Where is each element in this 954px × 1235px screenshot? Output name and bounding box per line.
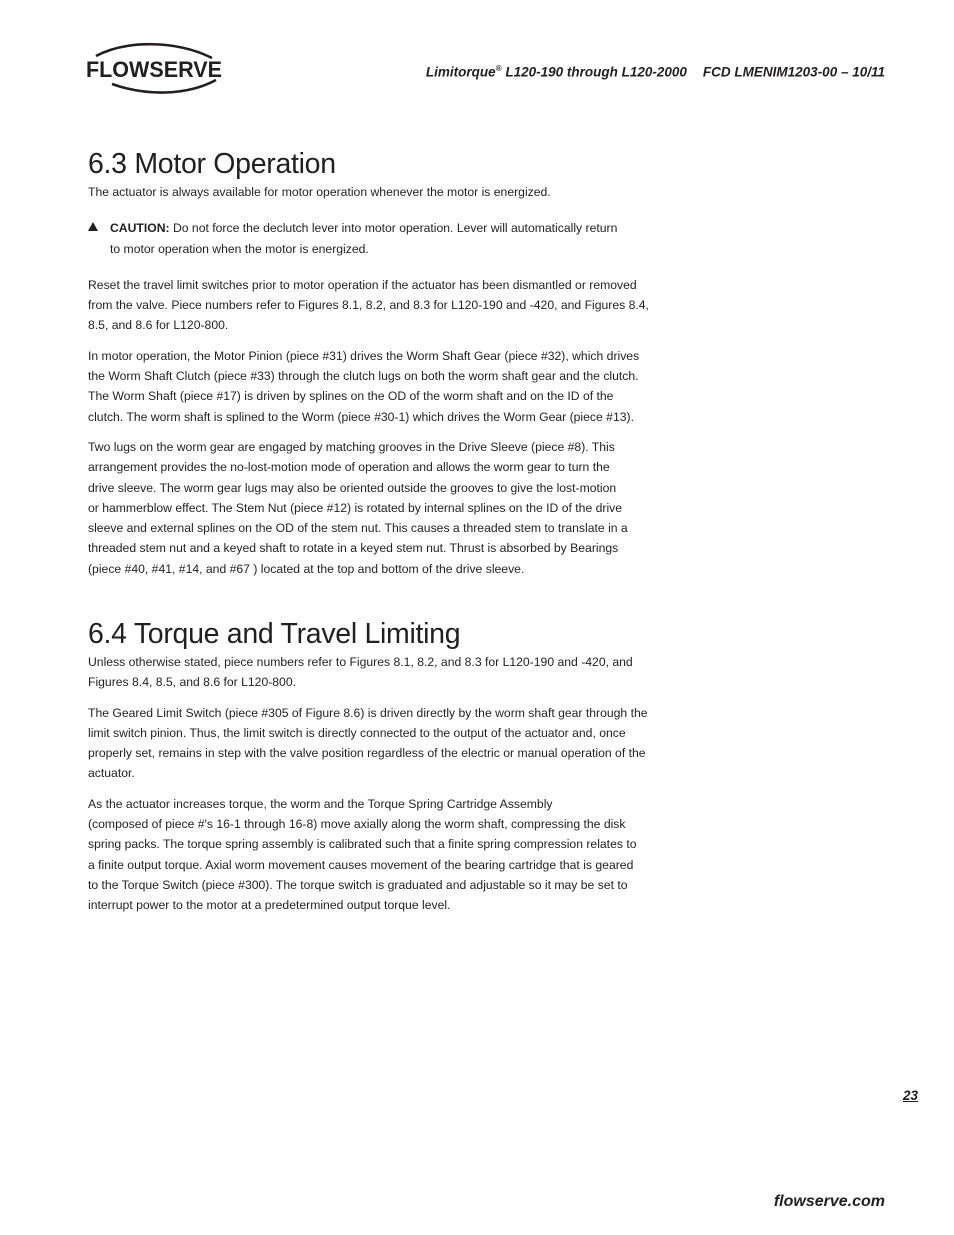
- logo-swoosh-icon: [86, 42, 226, 96]
- caution-text-line: Do not force the declutch lever into motor operation. Lever will automatically return: [172, 221, 618, 236]
- text-line: Figures 8.4, 8.5, and 8.6 for L120-800.: [88, 675, 297, 690]
- product-name: Limitorque: [425, 64, 496, 80]
- page-number: 23: [902, 1088, 918, 1103]
- document-header: [426, 64, 885, 80]
- section-6-3: [88, 147, 654, 579]
- paragraph: [88, 794, 654, 916]
- caution-label: CAUTION:: [110, 221, 170, 236]
- section-6-4: [88, 617, 654, 916]
- footer-url: flowserve.com: [773, 1193, 885, 1210]
- text-line: (composed of piece #'s 16-1 through 16-8) move axially along the worm shaft, compressing the disk: [88, 817, 626, 832]
- registered-mark: ®: [495, 64, 502, 73]
- caution-text-line: to motor operation when the motor is energized.: [110, 241, 369, 256]
- flowserve-logo: [86, 42, 226, 96]
- text-line: Unless otherwise stated, piece numbers refer to Figures 8.1, 8.2, and 8.3 for L120-190 and -420, and: [88, 655, 633, 669]
- text-line: to the Torque Switch (piece #300). The torque switch is graduated and adjustable so it may be set to: [88, 877, 628, 892]
- logo-wordmark: FLOWSERVE: [86, 57, 222, 82]
- text-line: spring packs. The torque spring assembly is calibrated such that a finite spring compression relates to: [88, 837, 637, 852]
- paragraph: [88, 437, 654, 579]
- paragraph: [88, 346, 654, 427]
- paragraph: [88, 703, 654, 784]
- text-line: or hammerblow effect. The Stem Nut (piece #12) is rotated by internal splines on the ID of the drive: [88, 500, 623, 515]
- paragraph: [88, 652, 654, 693]
- text-line: The Geared Limit Switch (piece #305 of Figure 8.6) is driven directly by the worm shaft gear through the: [88, 705, 648, 720]
- text-line: sleeve and external splines on the OD of the stem nut. This causes a threaded stem to translate in a: [88, 521, 628, 536]
- paragraph: [88, 275, 654, 336]
- text-line: from the valve. Piece numbers refer to Figures 8.1, 8.2, and 8.3 for L120-190 and -420, and Figures 8.4,: [88, 298, 649, 313]
- document-code: FCD LMENIM1203-00 – 10/11: [702, 64, 885, 80]
- section-intro: The actuator is always available for motor operation whenever the motor is energized.: [88, 185, 551, 199]
- text-line: a finite output torque. Axial worm movement causes movement of the bearing cartridge that is geared: [88, 857, 634, 872]
- text-line: (piece #40, #41, #14, and #67 ) located at the top and bottom of the drive sleeve.: [88, 561, 525, 576]
- text-line: Two lugs on the worm gear are engaged by matching grooves in the Drive Sleeve (piece #8). This: [88, 439, 615, 454]
- model-range: L120-190 through L120-2000: [505, 64, 687, 80]
- text-line: 8.5, and 8.6 for L120-800.: [88, 318, 229, 333]
- text-line: Reset the travel limit switches prior to motor operation if the actuator has been dismantled or removed: [88, 277, 637, 292]
- text-line: arrangement provides the no-lost-motion mode of operation and allows the worm gear to turn the: [88, 460, 610, 475]
- text-line: the Worm Shaft Clutch (piece #33) through the clutch lugs on both the worm shaft gear and the clutch.: [88, 369, 639, 384]
- text-line: properly set, remains in step with the valve position regardless of the electric or manual operation of the: [88, 746, 646, 761]
- text-line: drive sleeve. The worm gear lugs may also be oriented outside the grooves to give the lost-motion: [88, 480, 617, 495]
- text-line: limit switch pinion. Thus, the limit switch is directly connected to the output of the actuator and, once: [88, 725, 626, 740]
- text-line: The Worm Shaft (piece #17) is driven by splines on the OD of the worm shaft and on the ID of the: [88, 389, 614, 404]
- caution-note: [88, 218, 654, 259]
- text-line: In motor operation, the Motor Pinion (piece #31) drives the Worm Shaft Gear (piece #32), which drives: [88, 348, 640, 363]
- warning-triangle-icon: [88, 222, 98, 231]
- text-line: actuator.: [88, 766, 135, 781]
- section-title: 6.3 Motor Operation: [88, 148, 336, 180]
- text-line: interrupt power to the motor at a predetermined output torque level.: [88, 898, 451, 913]
- text-line: clutch. The worm shaft is splined to the Worm (piece #30-1) which drives the Worm Gear (piece #13).: [88, 409, 634, 424]
- text-line: As the actuator increases torque, the worm and the Torque Spring Cartridge Assembly: [88, 796, 553, 811]
- section-title: 6.4 Torque and Travel Limiting: [88, 618, 461, 650]
- text-line: threaded stem nut and a keyed shaft to rotate in a keyed stem nut. Thrust is absorbed by Bearings: [88, 541, 619, 556]
